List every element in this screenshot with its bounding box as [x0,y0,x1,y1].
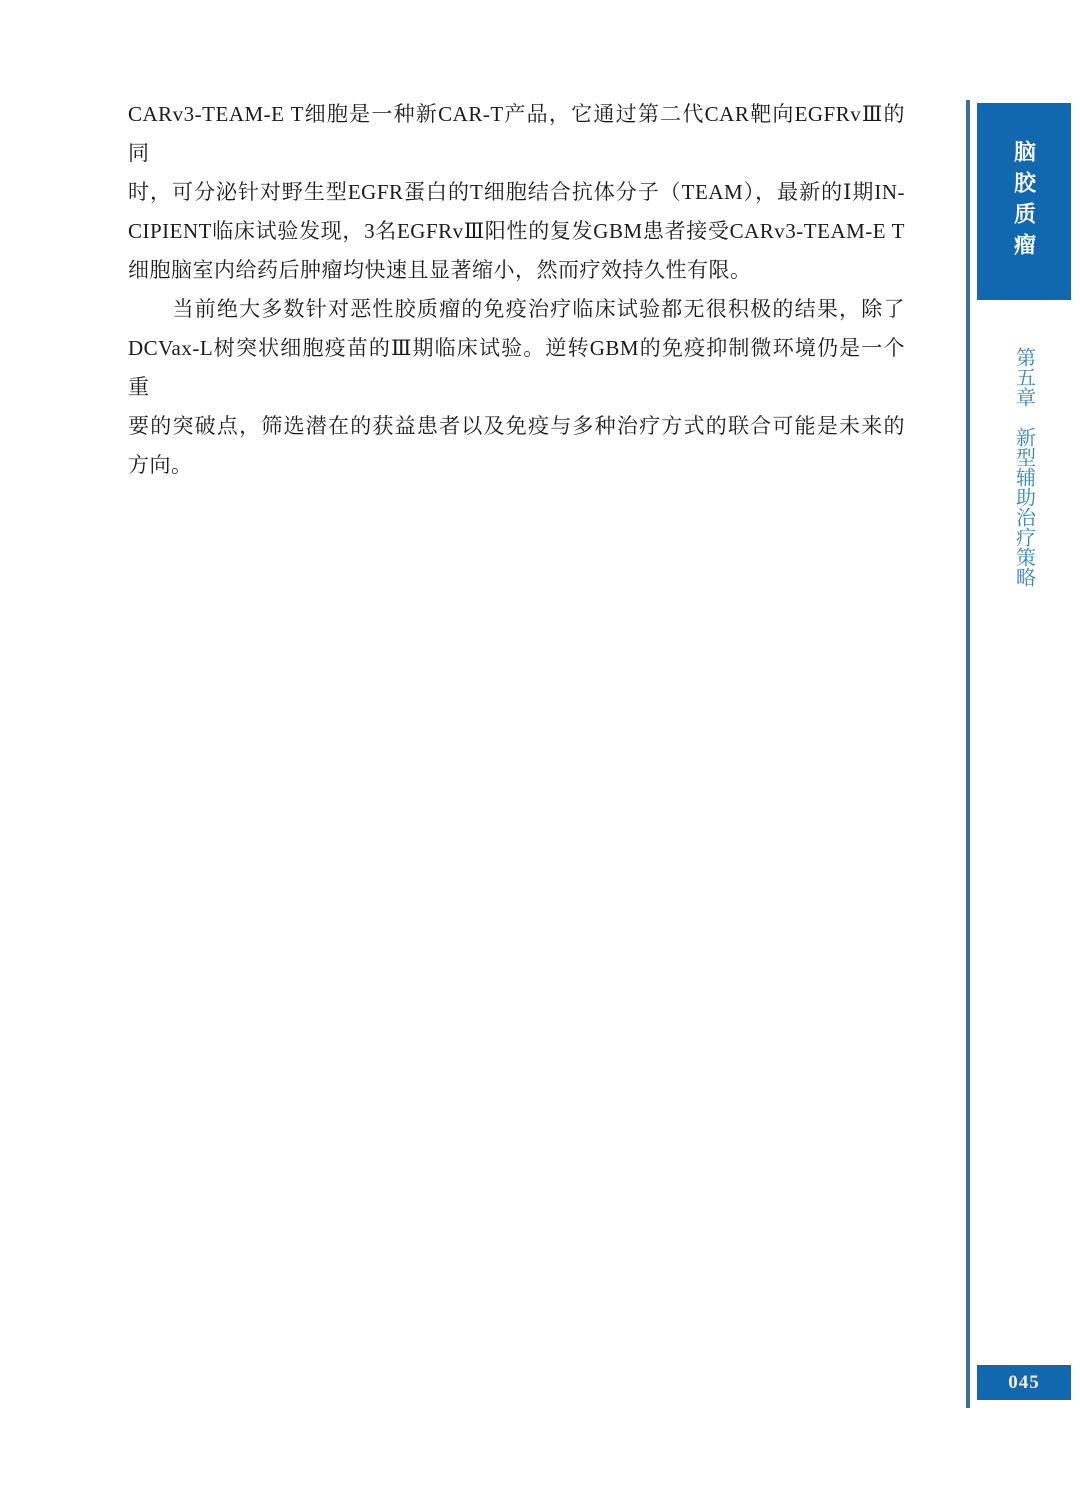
body-text-line: 当前绝大多数针对恶性胶质瘤的免疫治疗临床试验都无很积极的结果，除了 [128,297,905,321]
chapter-title-label: 第五章 新型辅助治疗策略 [1012,347,1035,587]
body-text-line: CARv3-TEAM-E T细胞是一种新CAR-T产品，它通过第二代CAR靶向EGFRvⅢ的同 [128,102,905,165]
body-text-line: DCVax-L树突状细胞疫苗的Ⅲ期临床试验。逆转GBM的免疫抑制微环境仍是一个重 [128,336,905,399]
page-number: 045 [1008,1371,1040,1393]
page-number-box [977,1365,1071,1400]
body-text-line: 方向。 [128,453,193,477]
body-text-line: 要的突破点，筛选潜在的获益患者以及免疫与多种治疗方式的联合可能是未来的 [128,414,905,438]
body-text-line: 细胞脑室内给药后肿瘤均快速且显著缩小，然而疗效持久性有限。 [128,258,752,282]
section-tab-label: 脑胶质瘤 [1011,139,1037,264]
main-text-block [128,95,905,485]
chapter-title-vertical [977,347,1071,597]
section-tab [977,103,1071,300]
body-text-line: 时，可分泌针对野生型EGFR蛋白的T细胞结合抗体分子（TEAM），最新的Ⅰ期IN- [128,180,905,204]
sidebar-vertical-rule [966,100,970,1408]
body-text-line: CIPIENT临床试验发现，3名EGFRvⅢ阳性的复发GBM患者接受CARv3-TEAM-E T [128,219,905,243]
